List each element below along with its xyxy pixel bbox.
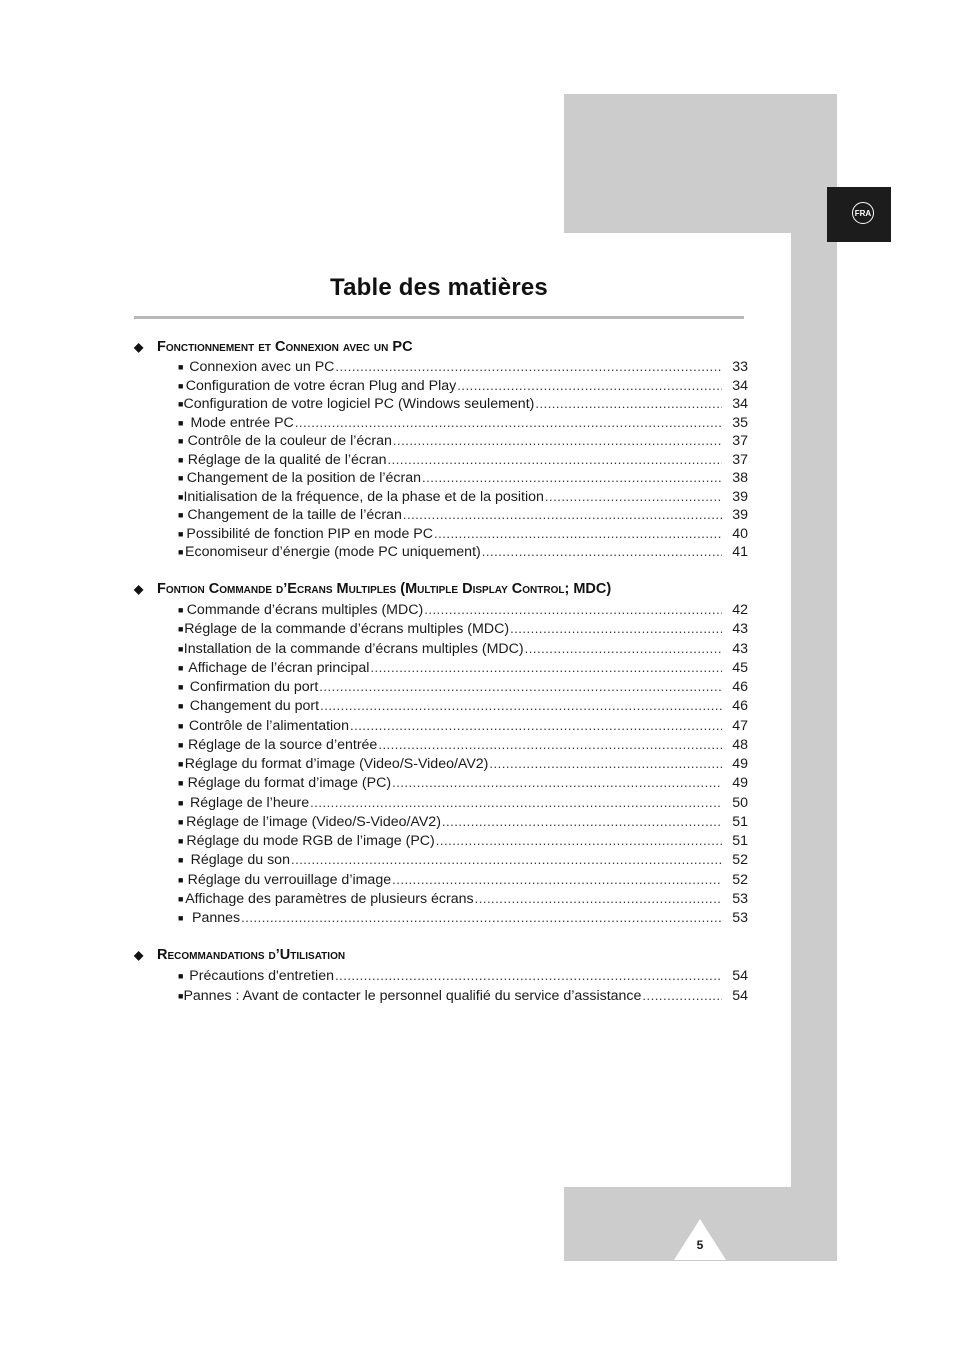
toc-entry-page-number: 46 — [732, 679, 748, 695]
square-bullet-icon: ■ — [178, 971, 184, 981]
toc-entry-label: Economiseur d’énergie (mode PC uniquement) — [185, 544, 481, 560]
toc-entry-label: Commande d’écrans multiples (MDC) — [186, 602, 424, 618]
dot-leader — [434, 525, 722, 544]
dot-leader — [482, 543, 722, 562]
square-bullet-icon: ■ — [178, 682, 184, 692]
dot-leader — [642, 986, 722, 1006]
toc-entry-page-number: 43 — [732, 621, 748, 638]
square-bullet-icon: ■ — [178, 528, 184, 539]
square-bullet-icon: ■ — [178, 759, 184, 769]
toc-section-heading-text: Fonctionnement et Connexion avec un PC — [157, 339, 413, 355]
dot-leader — [525, 639, 722, 658]
toc-entry-page-number: 40 — [732, 525, 748, 542]
dot-leader — [335, 358, 722, 377]
toc-entry[interactable] — [134, 543, 748, 562]
dot-leader — [436, 831, 722, 850]
toc-entry-label: Possibilité de fonction PIP en mode PC — [186, 525, 433, 542]
toc-entry[interactable] — [134, 870, 748, 889]
toc-entry-page-number: 37 — [732, 451, 748, 468]
diamond-bullet-icon: ◆ — [134, 948, 144, 962]
toc-entry[interactable] — [134, 986, 748, 1006]
toc-entry[interactable] — [134, 358, 748, 377]
dot-leader — [393, 432, 722, 451]
toc-entry-label: Réglage de l’image (Video/S-Video/AV2) — [186, 813, 441, 830]
toc-entry[interactable] — [134, 716, 748, 735]
toc-entry-list — [134, 600, 748, 927]
toc-entry-page-number: 41 — [732, 544, 748, 560]
toc-entry-label: Changement de la taille de l’écran — [187, 507, 402, 523]
toc-entry-label: Mode entrée PC — [190, 414, 294, 431]
toc-entry-label: Pannes : Avant de contacter le personnel qualifié du service d’assistance — [183, 987, 642, 1004]
toc-entry-list — [134, 966, 748, 1005]
dot-leader — [335, 966, 722, 986]
toc-entry-page-number: 54 — [732, 987, 748, 1004]
toc-entry[interactable] — [134, 696, 748, 715]
toc-section-heading — [134, 578, 748, 600]
dot-leader — [510, 619, 722, 638]
toc-entry-page-number: 50 — [732, 794, 748, 811]
toc-entry-page-number: 47 — [732, 717, 748, 734]
square-bullet-icon: ■ — [178, 417, 184, 428]
square-bullet-icon: ■ — [178, 399, 184, 409]
toc-entry-page-number: 43 — [732, 640, 748, 657]
toc-entry[interactable] — [134, 793, 748, 812]
dot-leader — [535, 395, 722, 414]
toc-entry-label: Initialisation de la fréquence, de la phase et de la position — [183, 488, 544, 505]
toc-entry-label: Contrôle de l’alimentation — [188, 717, 349, 734]
dot-leader — [475, 889, 722, 908]
square-bullet-icon: ■ — [178, 739, 184, 750]
toc-entry[interactable] — [134, 619, 748, 638]
square-bullet-icon: ■ — [178, 893, 184, 904]
toc-entry-page-number: 51 — [732, 813, 748, 830]
square-bullet-icon: ■ — [178, 701, 184, 712]
toc-entry-label: Réglage de la source d’entrée — [188, 736, 378, 753]
toc-entry-label: Changement de la position de l’écran — [186, 470, 421, 486]
toc-entry-label: Pannes — [192, 910, 241, 926]
dot-leader — [392, 773, 722, 792]
toc-entry[interactable] — [134, 525, 748, 544]
title-divider — [134, 316, 744, 319]
toc-entry[interactable] — [134, 677, 748, 696]
toc-section-heading-text: Fontion Commande d’Ecrans Multiples (Multiple Display Control; MDC) — [157, 581, 612, 597]
toc-entry-label: Confirmation du port — [189, 679, 319, 695]
toc-entry-label: Affichage des paramètres de plusieurs écrans — [185, 890, 474, 907]
dot-leader — [392, 870, 722, 889]
dot-leader — [442, 812, 722, 831]
toc-entry-page-number: 42 — [732, 602, 748, 618]
square-bullet-icon: ■ — [178, 454, 184, 465]
page-title: Table des matières — [330, 274, 548, 301]
toc-entry-page-number: 38 — [732, 470, 748, 486]
diamond-bullet-icon: ◆ — [134, 582, 144, 596]
toc-entry[interactable] — [134, 812, 748, 831]
toc-entry-page-number: 34 — [732, 377, 748, 394]
square-bullet-icon: ■ — [178, 913, 184, 923]
dot-leader — [424, 600, 722, 619]
dot-leader — [370, 658, 722, 677]
dot-leader — [320, 696, 722, 715]
dot-leader — [310, 793, 722, 812]
toc-entry[interactable] — [134, 469, 748, 488]
square-bullet-icon: ■ — [178, 473, 184, 483]
square-bullet-icon: ■ — [178, 547, 184, 557]
toc-entry-label: Connexion avec un PC — [189, 359, 335, 375]
toc-entry-page-number: 54 — [732, 968, 748, 984]
square-bullet-icon: ■ — [178, 778, 184, 789]
toc-entry-page-number: 53 — [732, 910, 748, 926]
square-bullet-icon: ■ — [178, 643, 184, 654]
square-bullet-icon: ■ — [178, 720, 184, 731]
toc-entry[interactable] — [134, 831, 748, 850]
toc-entry-label: Précautions d'entretien — [189, 968, 334, 984]
dot-leader — [291, 850, 722, 869]
toc-entry-page-number: 53 — [732, 890, 748, 907]
toc-entry-page-number: 33 — [732, 359, 748, 375]
toc-entry[interactable] — [134, 754, 748, 773]
dot-leader — [422, 469, 722, 488]
decorative-gray-strip — [791, 233, 837, 1187]
toc-entry-list — [134, 358, 748, 562]
toc-entry-page-number: 34 — [732, 396, 748, 412]
toc-entry[interactable] — [134, 658, 748, 677]
square-bullet-icon: ■ — [178, 855, 184, 866]
dot-leader — [545, 488, 722, 507]
toc-entry[interactable] — [134, 966, 748, 986]
square-bullet-icon: ■ — [178, 816, 184, 827]
toc-entry-page-number: 51 — [732, 833, 748, 849]
square-bullet-icon: ■ — [178, 662, 184, 673]
toc-section-heading — [134, 336, 748, 358]
toc-entry-page-number: 46 — [732, 698, 748, 715]
square-bullet-icon: ■ — [178, 436, 184, 446]
toc-entry-page-number: 49 — [732, 756, 748, 772]
toc-entry[interactable] — [134, 639, 748, 658]
toc-entry-label: Configuration de votre logiciel PC (Windows seulement) — [183, 396, 535, 412]
toc-entry-page-number: 37 — [732, 433, 748, 449]
toc-entry-label: Réglage de l’heure — [190, 794, 310, 811]
toc-section — [134, 944, 748, 1005]
square-bullet-icon: ■ — [178, 990, 184, 1001]
toc-entry-label: Réglage du son — [190, 852, 290, 869]
dot-leader — [350, 716, 722, 735]
toc-entry-page-number: 52 — [732, 852, 748, 869]
toc-entry[interactable] — [134, 600, 748, 619]
toc-entry-label: Installation de la commande d’écrans multiples (MDC) — [183, 640, 524, 657]
toc-entry[interactable] — [134, 488, 748, 507]
toc-entry-label: Réglage du format d’image (Video/S-Video/AV2) — [184, 756, 489, 772]
dot-leader — [241, 908, 722, 927]
toc-section — [134, 578, 748, 927]
toc-entry-page-number: 49 — [732, 775, 748, 792]
square-bullet-icon: ■ — [178, 380, 184, 391]
toc-entry-label: Contrôle de la couleur de l’écran — [187, 433, 392, 449]
square-bullet-icon: ■ — [178, 874, 184, 885]
dot-leader — [489, 754, 722, 773]
toc-entry[interactable] — [134, 506, 748, 525]
toc-entry-label: Réglage du format d’image (PC) — [187, 775, 392, 792]
dot-leader — [295, 414, 722, 433]
square-bullet-icon: ■ — [178, 362, 184, 372]
toc-entry[interactable] — [134, 432, 748, 451]
diamond-bullet-icon: ◆ — [134, 340, 144, 354]
toc-section — [134, 336, 748, 562]
dot-leader — [319, 677, 722, 696]
toc-entry[interactable] — [134, 451, 748, 470]
dot-leader — [457, 377, 722, 396]
decorative-gray-block-top — [564, 94, 837, 233]
toc-entry[interactable] — [134, 773, 748, 792]
toc-entry-page-number: 35 — [732, 414, 748, 431]
toc-entry-label: Réglage de la commande d’écrans multiples (MDC) — [184, 621, 510, 638]
square-bullet-icon: ■ — [178, 836, 184, 846]
toc-entry-page-number: 39 — [732, 488, 748, 505]
dot-leader — [388, 451, 722, 470]
toc-entry[interactable] — [134, 414, 748, 433]
square-bullet-icon: ■ — [178, 605, 184, 615]
page-number: 5 — [696, 1238, 704, 1252]
dot-leader — [378, 735, 722, 754]
toc-entry-page-number: 45 — [732, 659, 748, 676]
toc-entry[interactable] — [134, 850, 748, 869]
toc-entry-page-number: 52 — [732, 871, 748, 888]
toc-entry-label: Affichage de l’écran principal — [188, 659, 370, 676]
toc-entry-label: Réglage du verrouillage d’image — [187, 871, 392, 888]
language-badge: FRA — [852, 202, 874, 224]
toc-entry-label: Configuration de votre écran Plug and Play — [185, 377, 457, 394]
toc-section-heading — [134, 944, 748, 966]
toc-entry[interactable] — [134, 377, 748, 396]
toc-entry-page-number: 48 — [732, 736, 748, 753]
toc-section-heading-text: Recommandations d’Utilisation — [157, 947, 346, 963]
toc-entry[interactable] — [134, 735, 748, 754]
square-bullet-icon: ■ — [178, 624, 184, 635]
square-bullet-icon: ■ — [178, 510, 184, 520]
square-bullet-icon: ■ — [178, 797, 184, 808]
toc-entry-label: Réglage de la qualité de l’écran — [187, 451, 387, 468]
toc-entry[interactable] — [134, 889, 748, 908]
toc-entry[interactable] — [134, 908, 748, 927]
toc-entry-label: Changement du port — [189, 698, 320, 715]
toc-entry-page-number: 39 — [732, 507, 748, 523]
dot-leader — [403, 506, 722, 525]
square-bullet-icon: ■ — [178, 491, 184, 502]
toc-entry-label: Réglage du mode RGB de l’image (PC) — [186, 833, 435, 849]
toc-entry[interactable] — [134, 395, 748, 414]
